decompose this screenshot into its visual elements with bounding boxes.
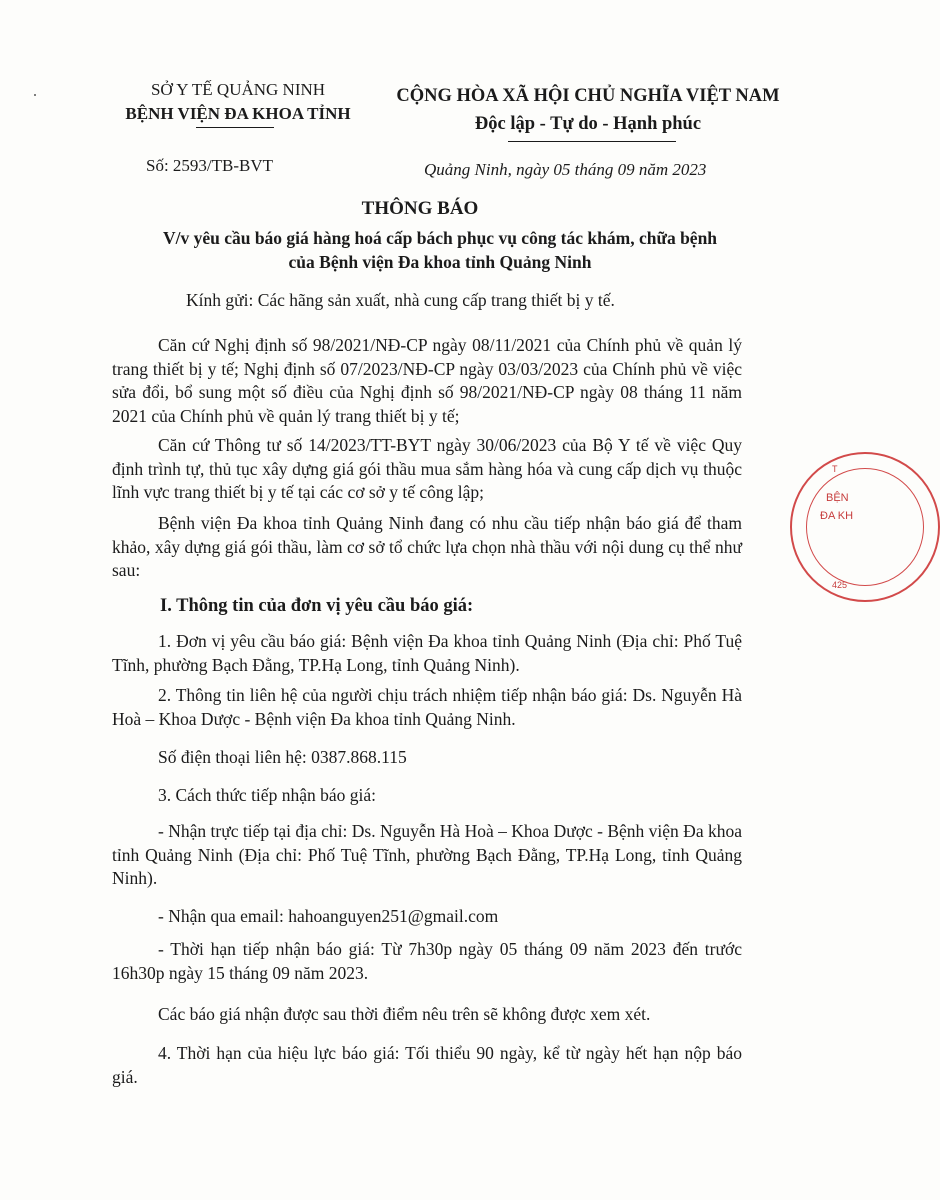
late-note: Các báo giá nhận được sau thời điểm nêu trên sẽ không được xem xét.: [158, 1004, 651, 1024]
legal-basis-1: Căn cứ Nghị định số 98/2021/NĐ-CP ngày 08/11/2021 của Chính phủ về quản lý trang thiết bị y tế; Nghị định số 07/2023/NĐ-CP ngày 03/03/2023 của Chính phủ về việc sửa đổi, bổ sung một số điều của Nghị định số 98/2021/NĐ-CP ngày 08 tháng 11 năm 2021 của Chính phủ về quản lý trang thiết bị y tế;: [112, 335, 742, 426]
department-name: SỞ Y TẾ QUẢNG NINH: [150, 80, 326, 99]
seal-inner-ring: [806, 468, 924, 586]
seal-text-2: ĐA KH: [820, 510, 854, 522]
national-motto: Độc lập - Tự do - Hạnh phúc: [474, 114, 702, 134]
document-subject: [100, 226, 780, 274]
info-item-4: 4. Thời hạn của hiệu lực báo giá: Tối thiểu 90 ngày, kể từ ngày hết hạn nộp báo giá.: [112, 1043, 742, 1087]
section-heading-1: I. Thông tin của đơn vị yêu cầu báo giá:: [160, 596, 474, 616]
seal-text-top: T: [832, 464, 838, 474]
seal-text-bottom: 425: [832, 580, 848, 590]
recipient-line: Kính gửi: Các hãng sản xuất, nhà cung cấp trang thiết bị y tế.: [186, 290, 615, 310]
intro-paragraph: Bệnh viện Đa khoa tỉnh Quảng Ninh đang có nhu cầu tiếp nhận báo giá để tham khảo, xây dựng giá gói thầu, làm cơ sở tổ chức lựa chọn nhà thầu với nội dung cụ thể như sau:: [112, 513, 742, 580]
national-header: [378, 82, 798, 138]
seal-text-1: BỆN: [826, 492, 849, 504]
info-item-1: 1. Đơn vị yêu cầu báo giá: Bệnh viện Đa khoa tỉnh Quảng Ninh (Địa chỉ: Phố Tuệ Tĩnh, phường Bạch Đằng, TP.Hạ Long, tỉnh Quảng Ninh).: [112, 631, 742, 675]
receive-deadline: - Thời hạn tiếp nhận báo giá: Từ 7h30p ngày 05 tháng 09 năm 2023 đến trước 16h30p ngày 15 tháng 09 năm 2023.: [112, 939, 742, 983]
receive-direct: - Nhận trực tiếp tại địa chỉ: Ds. Nguyễn Hà Hoà – Khoa Dược - Bệnh viện Đa khoa tỉnh Quảng Ninh (Địa chỉ: Phố Tuệ Tĩnh, phường Bạch Đằng, TP.Hạ Long, tỉnh Quảng Ninh).: [112, 821, 742, 888]
info-item-2: 2. Thông tin liên hệ của người chịu trách nhiệm tiếp nhận báo giá: Ds. Nguyễn Hà Hoà – Khoa Dược - Bệnh viện Đa khoa tỉnh Quảng Ninh.: [112, 685, 742, 729]
document-number: Số: 2593/TB-BVT: [146, 156, 274, 175]
document-title: THÔNG BÁO: [361, 198, 479, 219]
organization-name: BỆNH VIỆN ĐA KHOA TỈNH: [125, 104, 351, 123]
contact-phone: Số điện thoại liên hệ: 0387.868.115: [158, 747, 407, 767]
motto-underline: [508, 141, 676, 142]
organization-underline: [196, 127, 274, 128]
document-date: Quảng Ninh, ngày 05 tháng 09 năm 2023: [424, 160, 707, 179]
scan-speck: [34, 94, 36, 96]
subject-line-2: của Bệnh viện Đa khoa tỉnh Quảng Ninh: [288, 252, 592, 272]
receive-email: - Nhận qua email: hahoanguyen251@gmail.com: [158, 906, 499, 926]
subject-line-1: V/v yêu cầu báo giá hàng hoá cấp bách phục vụ công tác khám, chữa bệnh: [162, 228, 718, 248]
official-seal: [790, 452, 940, 602]
info-item-3: 3. Cách thức tiếp nhận báo giá:: [158, 785, 376, 805]
legal-basis-2: Căn cứ Thông tư số 14/2023/TT-BYT ngày 30/06/2023 của Bộ Y tế về việc Quy định trình tự, thủ tục xây dựng giá gói thầu mua sắm hàng hóa và cung cấp dịch vụ thuộc lĩnh vực trang thiết bị y tế tại các cơ sở y tế công lập;: [112, 435, 742, 502]
issuer-block: [118, 78, 358, 126]
country-name: CỘNG HÒA XÃ HỘI CHỦ NGHĨA VIỆT NAM: [396, 86, 780, 106]
